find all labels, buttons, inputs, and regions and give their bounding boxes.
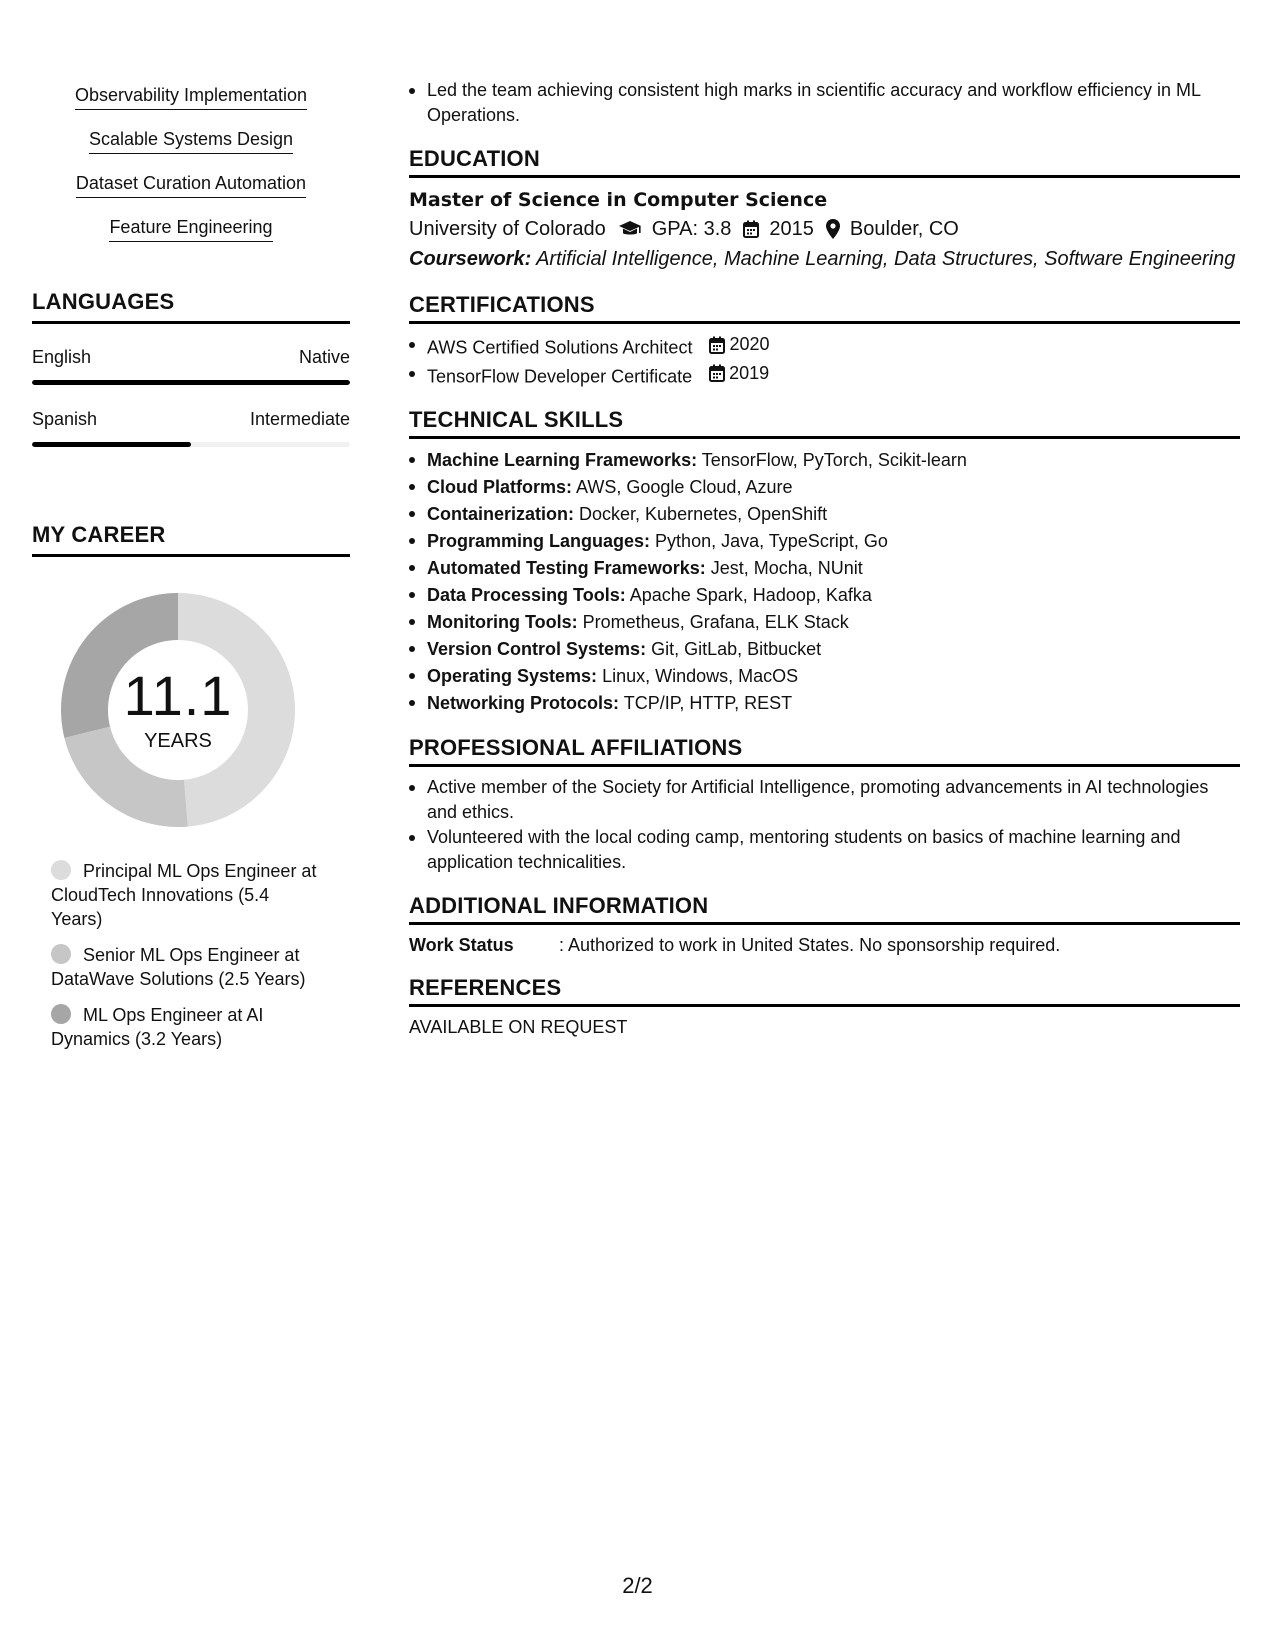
skill-category: Programming Languages: [427, 531, 651, 551]
career-heading: MY CAREER [32, 522, 350, 557]
skill-category: Machine Learning Frameworks: [427, 450, 698, 470]
skill-values: AWS, Google Cloud, Azure [576, 477, 793, 497]
calendar-icon [743, 220, 759, 238]
main-content [409, 78, 1240, 1039]
graduation-cap-icon [618, 220, 642, 238]
career-total-unit: YEARS [144, 729, 212, 752]
skill-values: Apache Spark, Hadoop, Kafka [629, 585, 872, 605]
language-bar [32, 380, 350, 385]
skill-values: Prometheus, Grafana, ELK Stack [582, 612, 849, 632]
skill-category: Cloud Platforms: [427, 477, 573, 497]
technical-skill-item [409, 501, 1240, 528]
experience-bullets [409, 78, 1240, 128]
legend-dot [51, 1004, 71, 1024]
sidebar [32, 84, 350, 1063]
certification-year: 2020 [729, 334, 770, 354]
technical-skill-item [409, 636, 1240, 663]
certification-item [409, 332, 1240, 361]
skill-category: Containerization: [427, 504, 574, 524]
skill-category: Monitoring Tools: [427, 612, 578, 632]
certification-item [409, 361, 1240, 390]
affiliations-list [409, 775, 1240, 875]
career-section [32, 522, 350, 1051]
legend-dot [51, 860, 71, 880]
work-status-row [409, 933, 1240, 957]
legend-item [51, 859, 322, 931]
references-section [409, 975, 1240, 1039]
affiliation-item: Volunteered with the local coding camp, mentoring students on basics of machine learning and application technicalities. [409, 825, 1240, 875]
references-text: AVAILABLE ON REQUEST [409, 1017, 628, 1037]
career-donut-chart [32, 575, 350, 835]
coursework-list: Artificial Intelligence, Machine Learning, Data Structures, Software Engineering [536, 248, 1236, 270]
skill-item: Feature Engineering [109, 216, 272, 242]
certification-name: TensorFlow Developer Certificate [427, 366, 693, 386]
language-name: English [32, 347, 92, 367]
skill-item: Scalable Systems Design [89, 128, 293, 154]
work-status-value: : Authorized to work in United States. No sponsorship required. [559, 935, 1061, 955]
technical-skill-item [409, 528, 1240, 555]
skill-category: Networking Protocols: [427, 693, 620, 713]
technical-skills-heading: TECHNICAL SKILLS [409, 407, 1240, 439]
education-meta [409, 214, 1240, 244]
skill-values: TensorFlow, PyTorch, Scikit-learn [701, 450, 967, 470]
language-bar [32, 442, 350, 447]
skill-category: Automated Testing Frameworks: [427, 558, 706, 578]
additional-info-section [409, 893, 1240, 957]
certifications-heading: CERTIFICATIONS [409, 292, 1240, 324]
school-location: Boulder, CO [849, 218, 959, 240]
skill-values: TCP/IP, HTTP, REST [623, 693, 793, 713]
experience-bullet: Led the team achieving consistent high marks in scientific accuracy and workflow efficiency in ML Operations. [409, 78, 1240, 128]
additional-info-heading: ADDITIONAL INFORMATION [409, 893, 1240, 925]
page-number: 2/2 [622, 1573, 653, 1598]
career-legend [32, 859, 322, 1051]
degree-title: Master of Science in Computer Science [409, 189, 828, 211]
skill-values: Linux, Windows, MacOS [602, 666, 799, 686]
skill-values: Jest, Mocha, NUnit [710, 558, 863, 578]
donut-center [55, 587, 301, 833]
skills-list [32, 84, 350, 242]
education-section [409, 146, 1240, 274]
technical-skill-item [409, 663, 1240, 690]
language-level: Native [298, 347, 350, 367]
legend-item [51, 943, 322, 991]
languages-heading: LANGUAGES [32, 289, 350, 324]
certification-date [709, 361, 769, 386]
affiliations-heading: PROFESSIONAL AFFILIATIONS [409, 735, 1240, 767]
affiliations-section [409, 735, 1240, 875]
technical-skills-section [409, 407, 1240, 717]
references-heading: REFERENCES [409, 975, 1240, 1007]
skill-item: Observability Implementation [75, 84, 307, 110]
affiliation-item: Active member of the Society for Artificial Intelligence, promoting advancements in AI technologies and ethics. [409, 775, 1240, 825]
gpa: GPA: 3.8 [651, 218, 732, 240]
legend-item [51, 1003, 322, 1051]
certification-year: 2019 [729, 362, 770, 383]
coursework [409, 244, 1240, 274]
skill-values: Git, GitLab, Bitbucket [651, 639, 822, 659]
coursework-label: Coursework: [409, 248, 532, 270]
skill-values: Python, Java, TypeScript, Go [655, 531, 888, 551]
skill-category: Version Control Systems: [427, 639, 647, 659]
technical-skill-item [409, 609, 1240, 636]
legend-label: Principal ML Ops Engineer at CloudTech Innovations (5.4 Years) [51, 861, 317, 929]
technical-skill-item [409, 447, 1240, 474]
certification-date [709, 332, 769, 357]
map-pin-icon [826, 219, 840, 239]
technical-skill-item [409, 474, 1240, 501]
certifications-section [409, 292, 1240, 389]
calendar-icon [709, 336, 725, 354]
skill-category: Data Processing Tools: [427, 585, 626, 605]
language-bar-fill [32, 380, 350, 385]
certification-name: AWS Certified Solutions Architect [427, 337, 693, 358]
school-name: University of Colorado [409, 218, 606, 240]
career-total-years: 11.1 [123, 663, 233, 727]
language-name: Spanish [32, 409, 98, 429]
language-bar-fill [32, 442, 191, 447]
education-heading: EDUCATION [409, 146, 1240, 178]
certifications-list [409, 332, 1240, 389]
legend-label: ML Ops Engineer at AI Dynamics (3.2 Years) [51, 1005, 264, 1049]
legend-label: Senior ML Ops Engineer at DataWave Solutions (2.5 Years) [51, 945, 306, 989]
language-row [32, 409, 350, 430]
language-level: Intermediate [249, 409, 350, 429]
skill-values: Docker, Kubernetes, OpenShift [579, 504, 828, 524]
work-status-label: Work Status [409, 935, 514, 955]
technical-skills-list [409, 447, 1240, 717]
languages-section [32, 289, 350, 447]
technical-skill-item [409, 582, 1240, 609]
legend-dot [51, 944, 71, 964]
graduation-year: 2015 [769, 218, 814, 240]
calendar-icon [709, 364, 725, 382]
skill-item: Dataset Curation Automation [76, 172, 306, 198]
language-row [32, 347, 350, 368]
skill-category: Operating Systems: [427, 666, 598, 686]
technical-skill-item [409, 690, 1240, 717]
technical-skill-item [409, 555, 1240, 582]
